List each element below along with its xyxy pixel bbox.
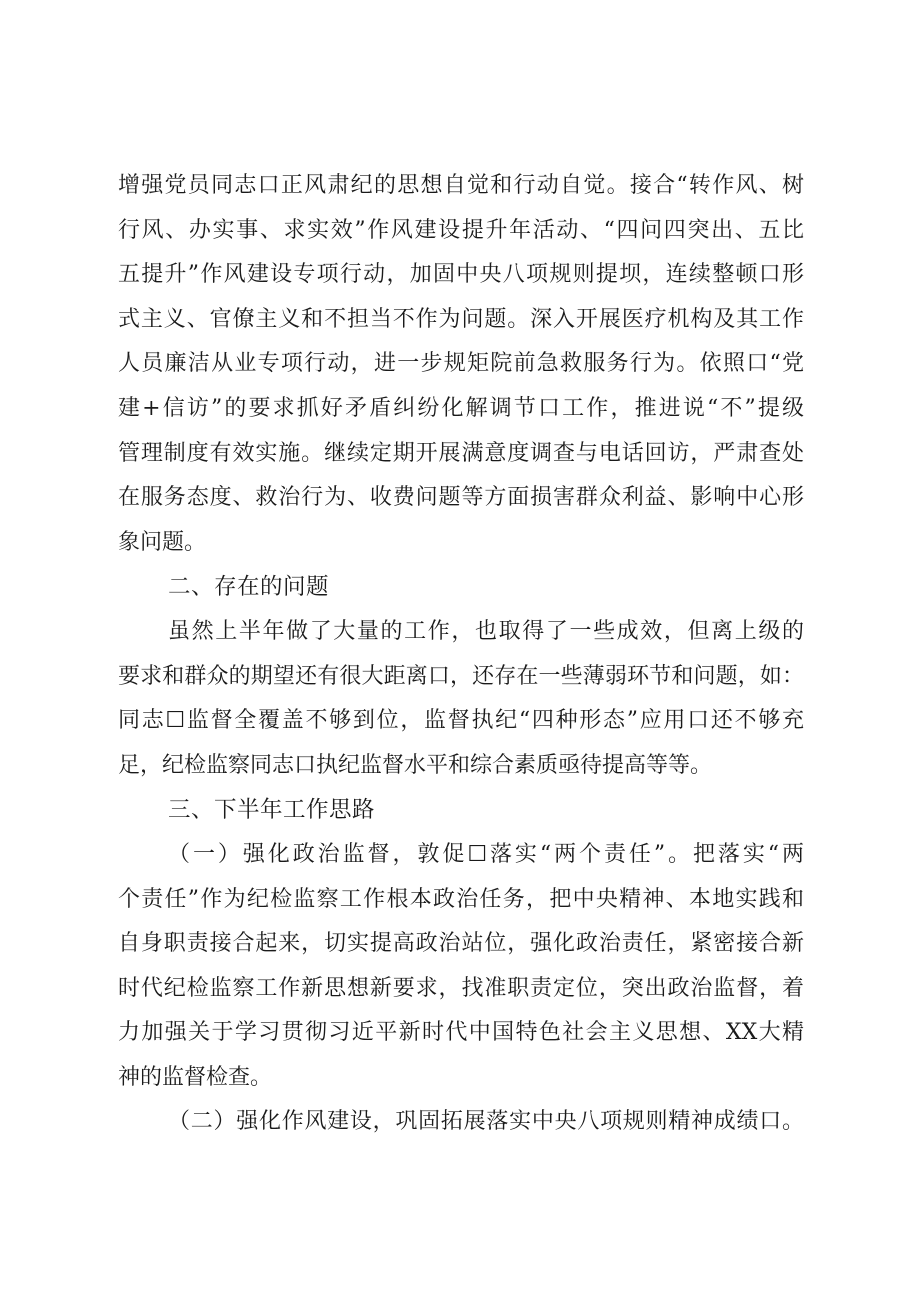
- body-text-line: 要求和群众的期望还有很大距离口，还存在一些薄弱环节和问题，如：: [118, 663, 804, 689]
- body-text-line: 在服务态度、救治行为、收费问题等方面损害群众利益、影响中心形: [118, 485, 804, 511]
- paragraph-first-line: （一）强化政治监督，敦促☐落实“两个责任”。把落实“两: [168, 841, 804, 867]
- section-heading: 二、存在的问题: [168, 574, 330, 601]
- body-text-line: 五提升”作风建设专项行动，加固中央八项规则提坝，连续整顿口形: [118, 262, 804, 288]
- body-text-line: 时代纪检监察工作新思想新要求，找准职责定位，突出政治监督，着: [118, 975, 804, 1001]
- body-text-line: 个责任”作为纪检监察工作根本政治任务，把中央精神、本地实践和: [118, 886, 804, 912]
- body-text-line: 管理制度有效实施。继续定期开展满意度调查与电话回访，严肃查处: [118, 440, 804, 466]
- document-body: [118, 164, 804, 1145]
- paragraph-last-line: 足，纪检监察同志口执纪监督水平和综合素质亟待提高等等。: [118, 752, 713, 778]
- body-text-line: 力加强关于学习贯彻习近平新时代中国特色社会主义思想、XX大精: [118, 1020, 804, 1046]
- body-text-line: 同志☐监督全覆盖不够到位，监督执纪“四种形态”应用口还不够充: [118, 708, 804, 734]
- body-text-line: 式主义、官僚主义和不担当不作为问题。深入开展医疗机构及其工作: [118, 306, 804, 332]
- paragraph-last-line: 神的监督检查。: [118, 1064, 273, 1090]
- paragraph-first-line: 虽然上半年做了大量的工作，也取得了一些成效，但离上级的: [168, 618, 804, 644]
- body-text-line: 人员廉洁从业专项行动，进一步规矩院前急救服务行为。依照口“党: [118, 351, 804, 377]
- body-text-line: 增强党员同志口正风肃纪的思想自觉和行动自觉。接合“转作风、树: [118, 173, 804, 198]
- body-text-line: 自身职责接合起来，切实提高政治站位，强化政治责任，紧密接合新: [118, 931, 804, 957]
- body-text-line: 建+信访”的要求抓好矛盾纠纷化解调节口工作，推进说“不”提级: [118, 395, 804, 421]
- body-text-line: 行风、办实事、求实效”作风建设提升年活动、“四问四突出、五比: [118, 217, 804, 243]
- paragraph-last-line: 象问题。: [118, 529, 207, 555]
- section-heading: 三、下半年工作思路: [168, 797, 376, 824]
- paragraph-first-line: （二）强化作风建设，巩固拓展落实中央八项规则精神成绩口。: [168, 1109, 804, 1135]
